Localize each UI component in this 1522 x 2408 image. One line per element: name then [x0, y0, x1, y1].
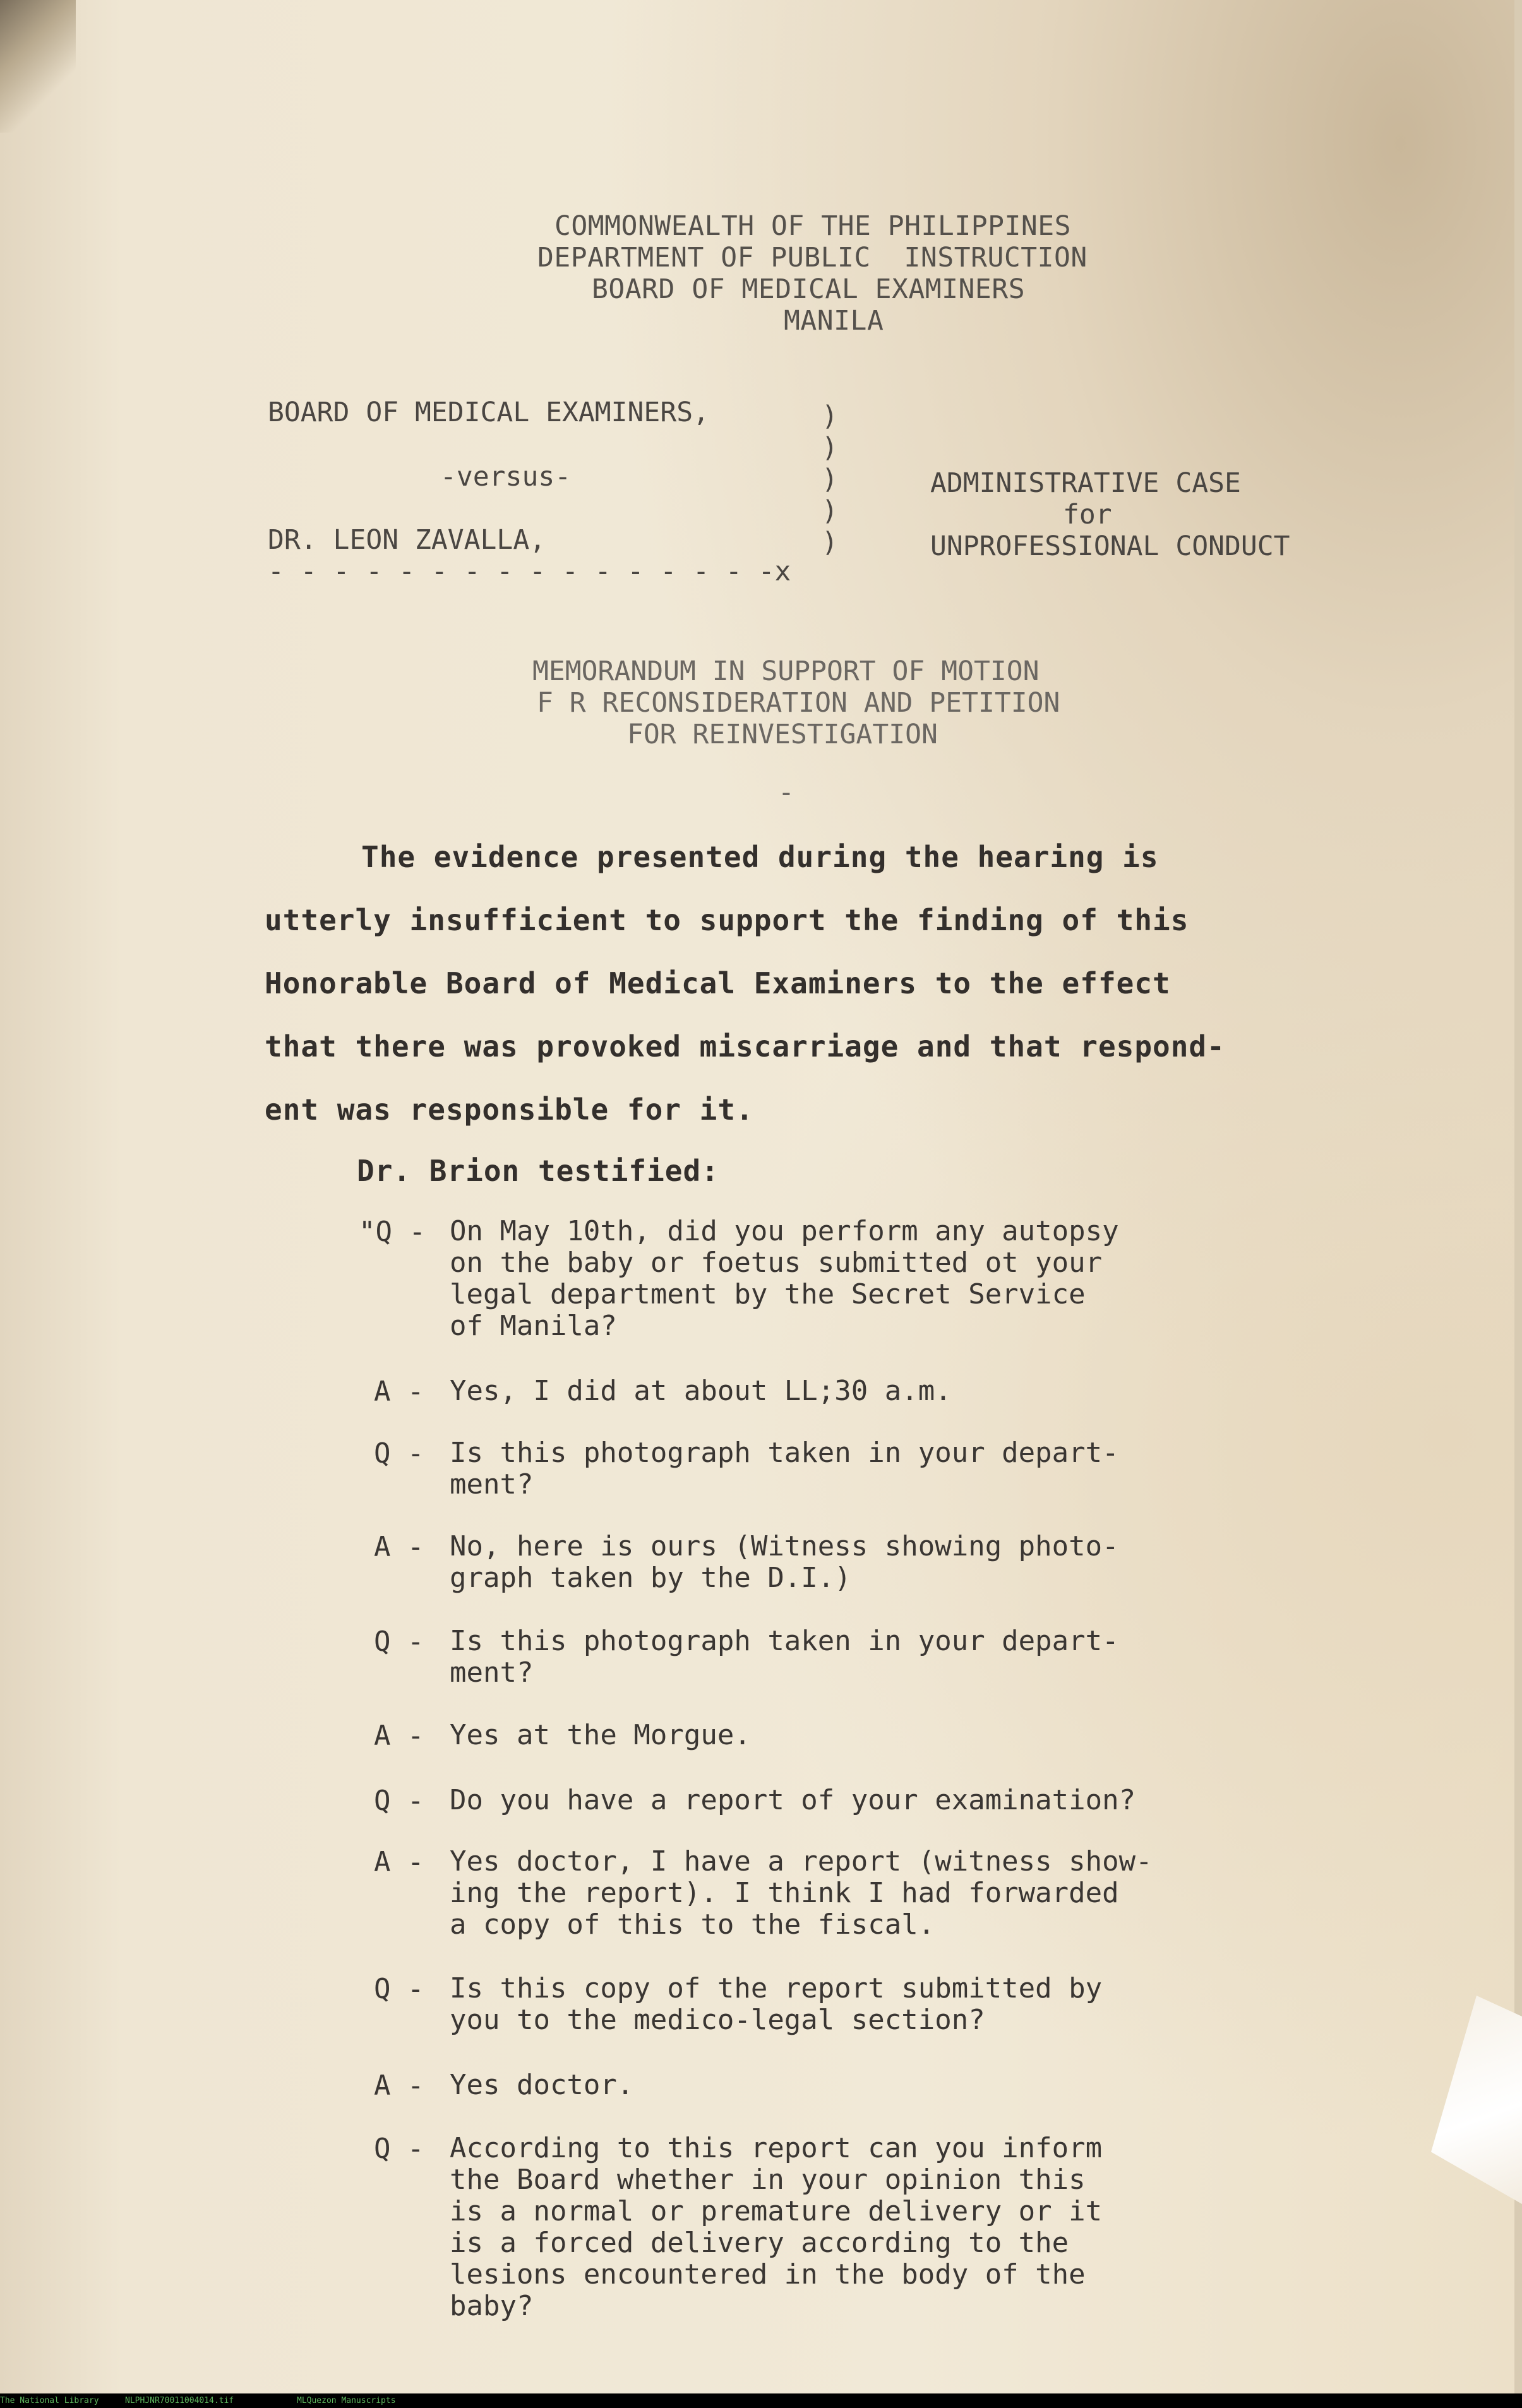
caption-versus: -versus- [440, 461, 572, 493]
testimony-tag: A - [374, 1720, 424, 1752]
body-line-1: The evidence presented during the hearing is [361, 840, 1159, 874]
testimony-tag: Q - [374, 1973, 424, 2005]
testimony-text: Yes doctor, I have a report (witness show- ing the report). I think I had forwarded a copy of this to the fiscal. [450, 1845, 1153, 1941]
testimony-tag: Q - [374, 1785, 424, 1817]
caption-paren: ) [822, 464, 838, 495]
case-title-line-2: for [1063, 499, 1112, 530]
testimony-text: According to this report can you inform the Board whether in your opinion this is a normal or premature delivery or it is a forced delivery according to the lesions encountered in the body of the baby? [450, 2132, 1103, 2322]
scan-footer-bar [0, 2393, 1522, 2408]
memo-separator: - [778, 777, 794, 808]
testimony-text: Is this copy of the report submitted by you to the medico-legal section? [450, 1972, 1103, 2036]
testimony-tag: A - [374, 2070, 424, 2102]
footer-collection: MLQuezon Manuscripts [297, 2396, 396, 2405]
memo-title-line-2: F R RECONSIDERATION AND PETITION [537, 687, 1060, 719]
memo-title-line-3: FOR REINVESTIGATION [627, 719, 938, 750]
testimony-tag: Q - [374, 1626, 424, 1658]
body-line-2: utterly insufficient to support the finding of this [265, 903, 1189, 937]
caption-paren: ) [822, 527, 838, 558]
testimony-text: Do you have a report of your examination? [450, 1784, 1136, 1816]
header-line-3: BOARD OF MEDICAL EXAMINERS [592, 273, 1026, 305]
header-line-4: MANILA [784, 305, 884, 337]
body-line-3: Honorable Board of Medical Examiners to the effect [265, 966, 1171, 1000]
caption-dash-line: - - - - - - - - - - - - - - - -x [268, 556, 791, 587]
testimony-text: Is this photograph taken in your depart- ment? [450, 1625, 1119, 1689]
caption-plaintiff: BOARD OF MEDICAL EXAMINERS, [268, 397, 709, 428]
folded-corner [0, 0, 76, 133]
testimony-tag: Q - [374, 1437, 424, 1470]
testimony-tag: "Q - [359, 1216, 426, 1248]
body-line-4: that there was provoked miscarriage and that respond- [265, 1029, 1225, 1063]
caption-respondent: DR. LEON ZAVALLA, [268, 524, 546, 556]
torn-corner [1408, 1996, 1522, 2204]
testimony-tag: A - [374, 1375, 424, 1408]
testimony-tag: A - [374, 1531, 424, 1563]
body-line-6: Dr. Brion testified: [357, 1154, 719, 1188]
memo-title-line-1: MEMORANDUM IN SUPPORT OF MOTION [532, 656, 1040, 687]
header-line-1: COMMONWEALTH OF THE PHILIPPINES [554, 210, 1072, 242]
testimony-tag: A - [374, 1846, 424, 1878]
footer-library: The National Library [0, 2396, 99, 2405]
caption-paren: ) [822, 432, 838, 464]
testimony-tag: Q - [374, 2133, 424, 2165]
caption-paren: ) [822, 495, 838, 527]
caption-paren: ) [822, 400, 838, 432]
footer-filename: NLPHJNR70011004014.tif [125, 2396, 234, 2405]
testimony-text: Yes, I did at about LL;30 a.m. [450, 1375, 952, 1407]
header-line-2: DEPARTMENT OF PUBLIC INSTRUCTION [537, 242, 1088, 273]
testimony-text: Yes doctor. [450, 2069, 634, 2101]
testimony-text: No, here is ours (Witness showing photo- graph taken by the D.I.) [450, 1530, 1119, 1594]
testimony-text: Is this photograph taken in your depart- ment? [450, 1437, 1119, 1501]
case-title-line-3: UNPROFESSIONAL CONDUCT [930, 530, 1290, 562]
body-line-5: ent was responsible for it. [265, 1093, 754, 1127]
testimony-text: On May 10th, did you perform any autopsy on the baby or foetus submitted ot your legal department by the Secret Service of Manila? [450, 1215, 1119, 1342]
testimony-text: Yes at the Morgue. [450, 1719, 751, 1751]
case-title-line-1: ADMINISTRATIVE CASE [930, 467, 1241, 499]
